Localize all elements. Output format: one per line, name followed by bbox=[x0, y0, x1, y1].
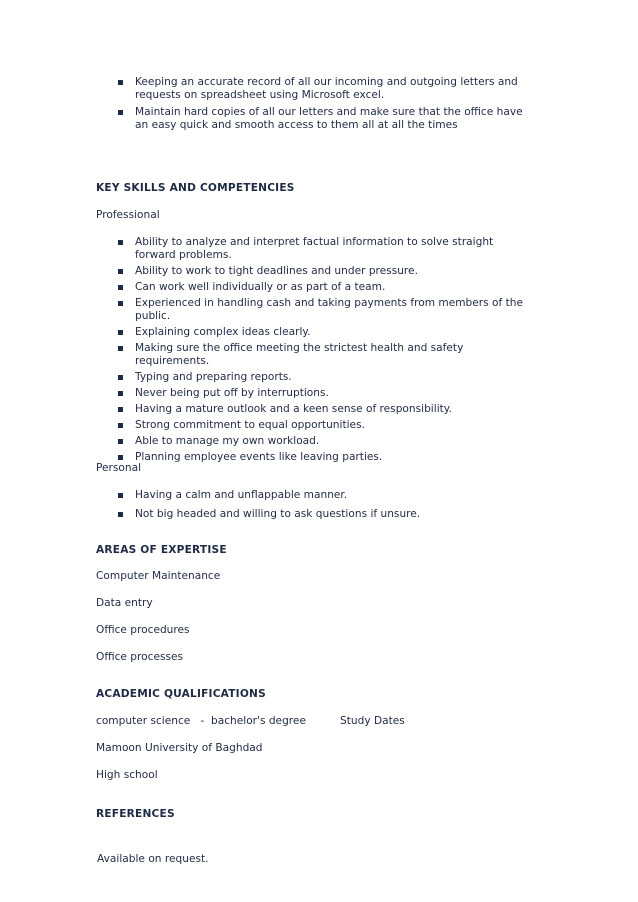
list-item: Making sure the office meeting the strictest health and safety requirements. bbox=[117, 342, 537, 368]
professional-label: Professional bbox=[96, 209, 160, 221]
expertise-item: Office procedures bbox=[96, 624, 190, 636]
expertise-item: Data entry bbox=[96, 597, 153, 609]
list-item: Not big headed and willing to ask questions if unsure. bbox=[117, 508, 537, 521]
list-item: Planning employee events like leaving parties. bbox=[117, 451, 537, 464]
list-item: Maintain hard copies of all our letters and make sure that the office have an easy quick and smooth access to them all at all the times bbox=[117, 106, 537, 132]
list-item: Keeping an accurate record of all our incoming and outgoing letters and requests on spreadsheet using Microsoft excel. bbox=[117, 76, 537, 102]
professional-skills-list bbox=[117, 236, 537, 467]
list-item: Ability to analyze and interpret factual information to solve straight forward problems. bbox=[117, 236, 537, 262]
list-item: Experienced in handling cash and taking payments from members of the public. bbox=[117, 297, 537, 323]
academic-heading: ACADEMIC QUALIFICATIONS bbox=[96, 688, 266, 700]
list-item: Never being put off by interruptions. bbox=[117, 387, 537, 400]
list-item: Typing and preparing reports. bbox=[117, 371, 537, 384]
high-school-text: High school bbox=[96, 769, 158, 781]
personal-label: Personal bbox=[96, 462, 142, 474]
expertise-heading: AREAS OF EXPERTISE bbox=[96, 544, 227, 556]
references-text: Available on request. bbox=[97, 853, 209, 865]
degree-text: computer science - bachelor's degree bbox=[96, 715, 306, 727]
personal-skills-list bbox=[117, 489, 537, 527]
list-item: Explaining complex ideas clearly. bbox=[117, 326, 537, 339]
list-item: Having a calm and unflappable manner. bbox=[117, 489, 537, 502]
list-item: Can work well individually or as part of a team. bbox=[117, 281, 537, 294]
references-heading: REFERENCES bbox=[96, 808, 175, 820]
list-item: Ability to work to tight deadlines and under pressure. bbox=[117, 265, 537, 278]
expertise-item: Office processes bbox=[96, 651, 184, 663]
university-text: Mamoon University of Baghdad bbox=[96, 742, 263, 754]
experience-bullet-list bbox=[117, 76, 537, 136]
list-item: Strong commitment to equal opportunities. bbox=[117, 419, 537, 432]
list-item: Able to manage my own workload. bbox=[117, 435, 537, 448]
study-dates-text: Study Dates bbox=[340, 715, 405, 727]
key-skills-heading: KEY SKILLS AND COMPETENCIES bbox=[96, 182, 295, 194]
expertise-item: Computer Maintenance bbox=[96, 570, 221, 582]
list-item: Having a mature outlook and a keen sense of responsibility. bbox=[117, 403, 537, 416]
